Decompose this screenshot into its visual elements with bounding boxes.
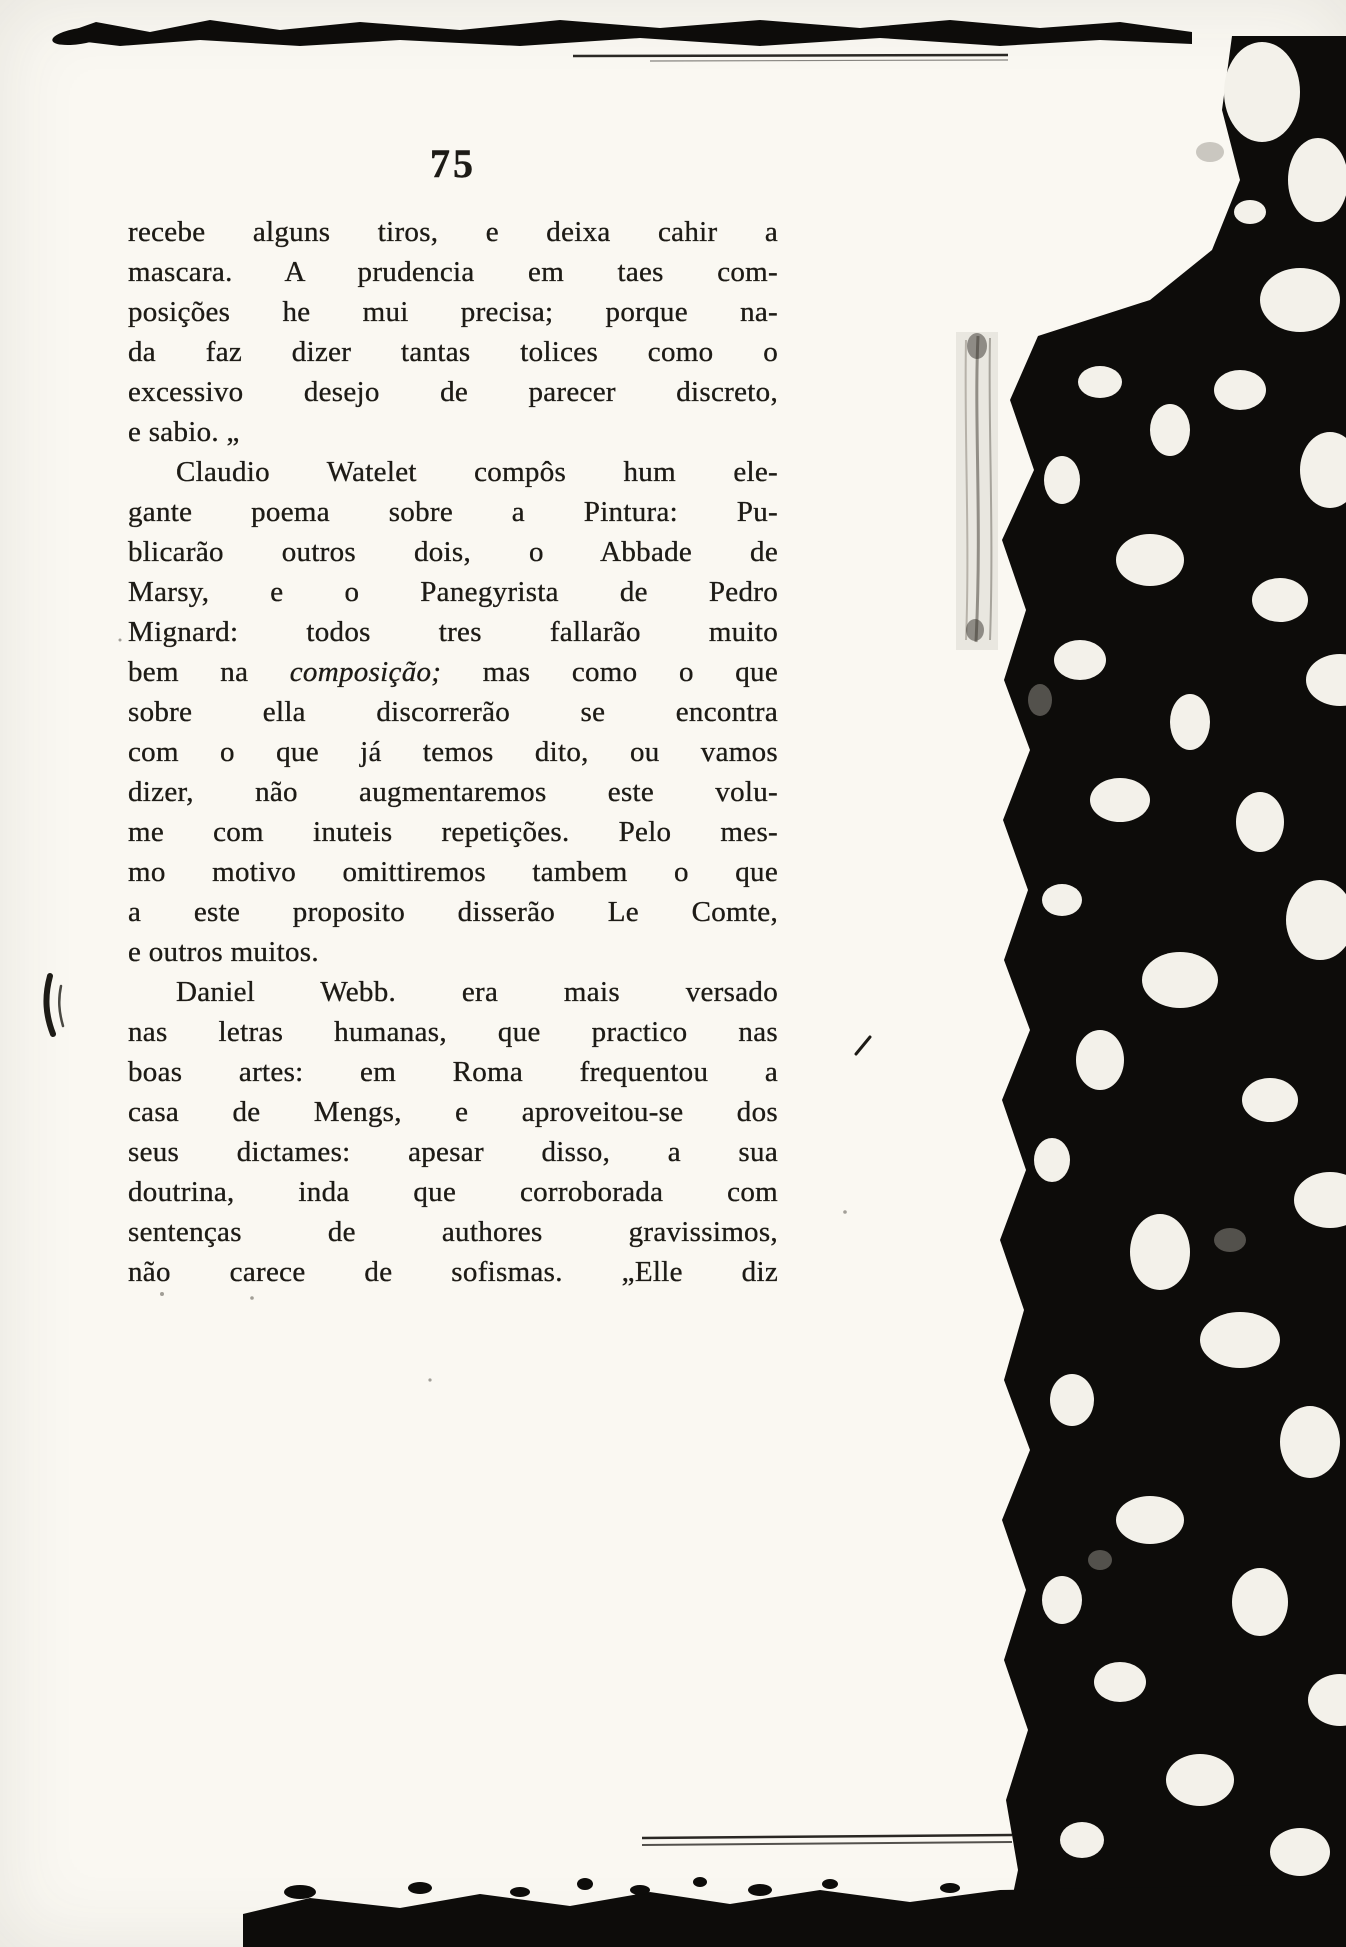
text-line: Claudio Watelet compôs hum ele- [176, 456, 778, 488]
text-line: posições he mui precisa; porque na- [128, 296, 778, 328]
bottom-ink-bar [243, 1877, 1346, 1947]
top-ink-bar [51, 20, 1192, 48]
text-line: seus dictames: apesar disso, a sua [128, 1136, 778, 1168]
text-line: blicarão outros dois, o Abbade de [128, 536, 778, 568]
text-line: casa de Mengs, e aproveitou-se dos [128, 1096, 778, 1128]
text-line: não carece de sofismas. „Elle diz [128, 1256, 778, 1288]
ruled-lines-bottom [642, 1835, 1012, 1845]
text-line: me com inuteis repetições. Pelo mes- [128, 816, 778, 848]
text-line: Daniel Webb. era mais versado [176, 976, 778, 1008]
text-line: e outros muitos. [128, 936, 319, 968]
margin-mark-left [46, 976, 63, 1034]
margin-mark-right [856, 1037, 870, 1054]
text-line: boas artes: em Roma frequentou a [128, 1056, 778, 1088]
text-line: Marsy, e o Panegyrista de Pedro [128, 576, 778, 608]
text-line: excessivo desejo de parecer discreto, [128, 376, 778, 408]
text-line: nas letras humanas, que practico nas [128, 1016, 778, 1048]
text-line: dizer, não augmentaremos este volu- [128, 776, 778, 808]
text-block [128, 212, 778, 1292]
text-line: Mignard: todos tres fallarão muito [128, 616, 778, 648]
text-line: com o que já temos dito, ou vamos [128, 736, 778, 768]
text-line: a este proposito disserão Le Comte, [128, 896, 778, 928]
text-line: bem na composição; mas como o que [128, 656, 778, 688]
text-line: sentenças de authores gravissimos, [128, 1216, 778, 1248]
text-line: e sabio. „ [128, 416, 240, 448]
fore-edge-marble [1000, 36, 1346, 1947]
text-line: doutrina, inda que corroborada com [128, 1176, 778, 1208]
text-line: recebe alguns tiros, e deixa cahir a [128, 216, 778, 248]
text-line: mascara. A prudencia em taes com- [128, 256, 778, 288]
text-line: sobre ella discorrerão se encontra [128, 696, 778, 728]
text-line: gante poema sobre a Pintura: Pu- [128, 496, 778, 528]
page-number: 75 [430, 141, 476, 186]
text-line: mo motivo omittiremos tambem o que [128, 856, 778, 888]
ruled-line-top [573, 55, 1008, 61]
text-line: da faz dizer tantas tolices como o [128, 336, 778, 368]
gutter-shadow [956, 332, 998, 650]
